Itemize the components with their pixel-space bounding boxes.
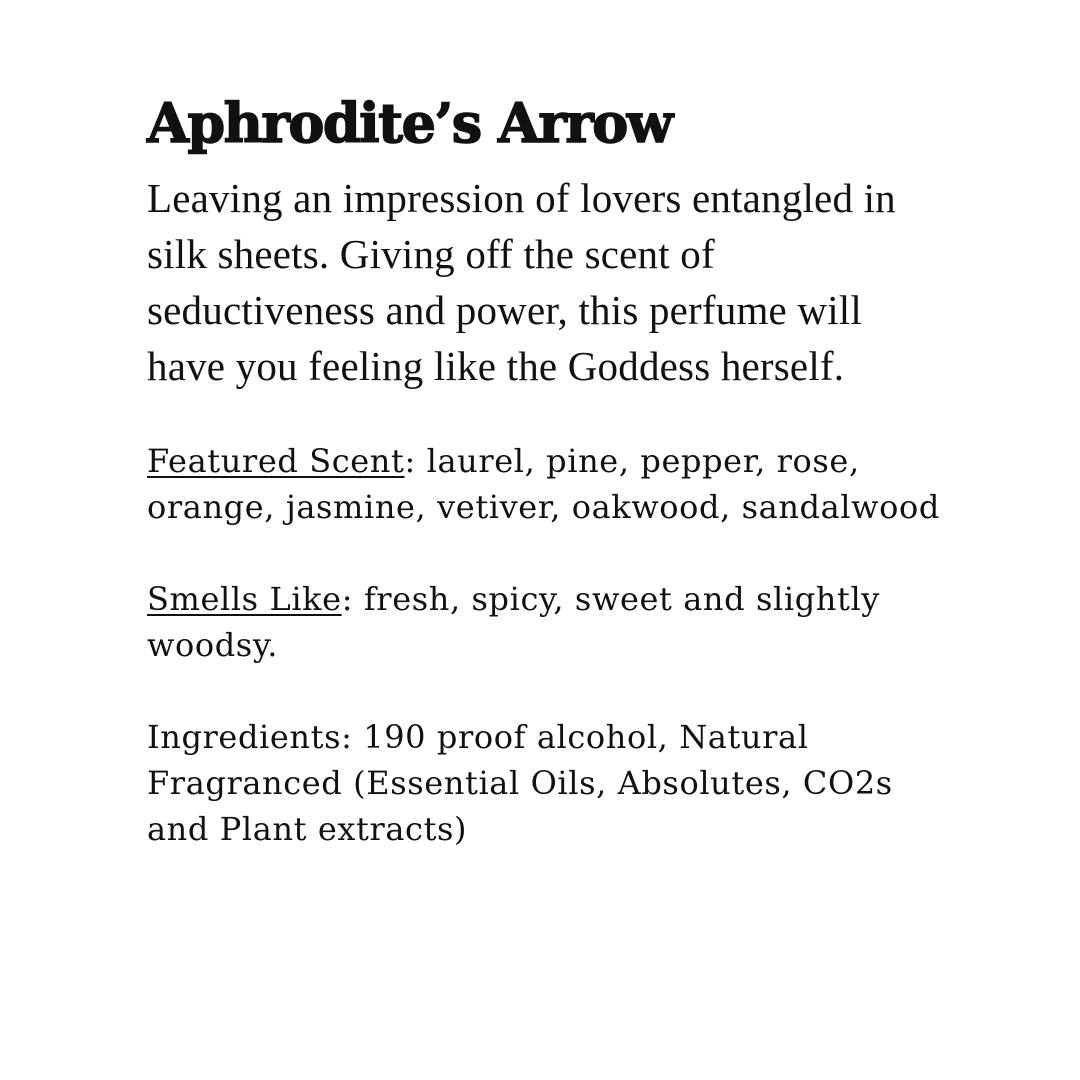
featured-scent-value: laurel, pine, pepper, rose, orange, jasmine, vetiver, oakwood, sandalwood bbox=[147, 442, 940, 526]
smells-like-line bbox=[147, 576, 947, 668]
smells-like-separator: : bbox=[341, 580, 354, 618]
featured-scent-separator: : bbox=[404, 442, 416, 480]
product-description-card bbox=[147, 92, 947, 852]
featured-scent-label: Featured Scent bbox=[147, 442, 405, 480]
ingredients-line: Ingredients: 190 proof alcohol, Natural Fragranced (Essential Oils, Absolutes, CO2s and Plant extracts) bbox=[147, 718, 893, 848]
featured-scent-line bbox=[147, 438, 947, 530]
product-description: Leaving an impression of lovers entangled in silk sheets. Giving off the scent of seductiveness and power, this perfume will have you feeling like the Goddess herself. bbox=[147, 175, 896, 389]
smells-like-value: fresh, spicy, sweet and slightly woodsy. bbox=[147, 580, 880, 664]
product-title: Aphrodite’s Arrow bbox=[147, 91, 672, 155]
smells-like-label: Smells Like bbox=[147, 580, 342, 618]
